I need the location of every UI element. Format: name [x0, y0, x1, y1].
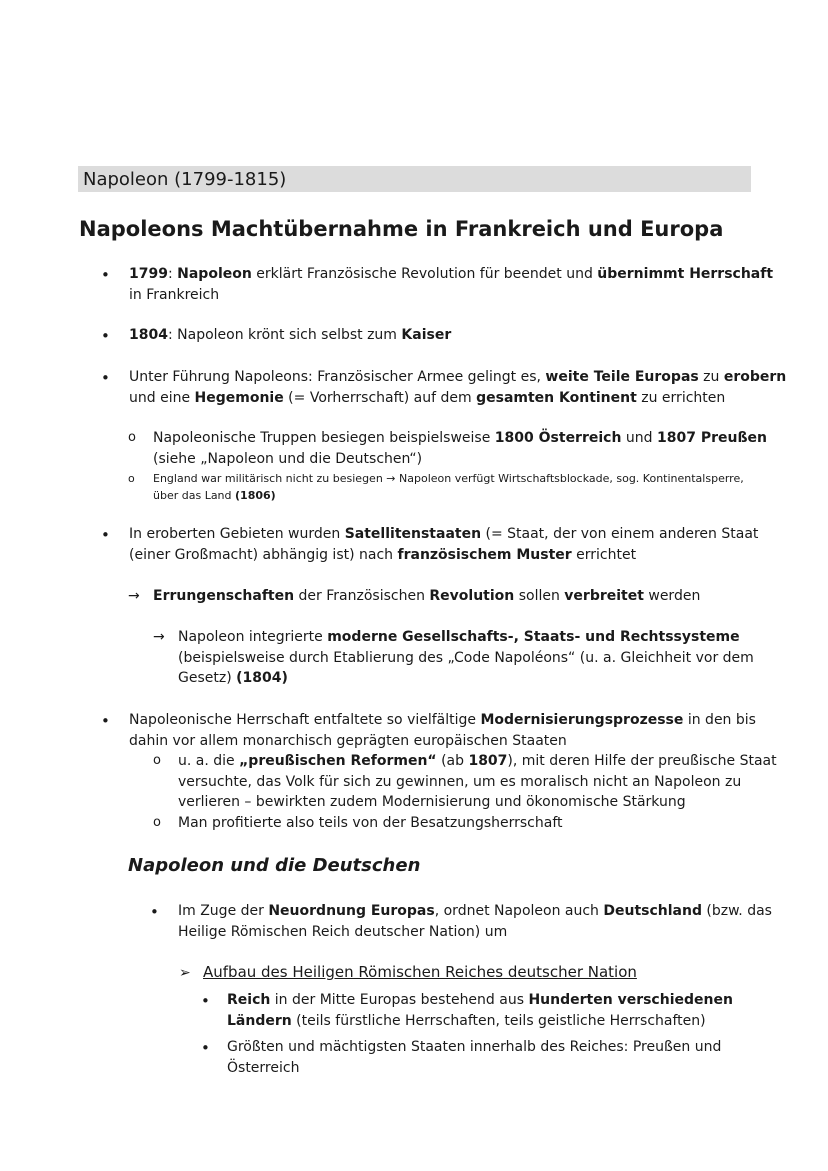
circle-marker: o: [128, 472, 135, 485]
bullet-marker: •: [101, 327, 110, 345]
sub-heading: Napoleon und die Deutschen: [128, 855, 421, 876]
list-item-1804: 1804: Napoleon krönt sich selbst zum Kaiser: [129, 327, 452, 343]
list-item-reorganization: Im Zuge der Neuordnung Europas, ordnet Napoleon auch Deutschland (bzw. das Heilige Römischen Reich deutscher Nation) um: [178, 903, 772, 940]
bullet-marker: •: [201, 1039, 210, 1057]
sub-item-england: England war militärisch nicht zu besiegen → Napoleon verfügt Wirtschaftsblockade, sog. Kontinentalsperre, über das Land (1806): [153, 472, 744, 502]
bullet-marker: •: [101, 526, 110, 544]
list-item-europe: Unter Führung Napoleons: Französischer Armee gelingt es, weite Teile Europas zu erobern und eine Hegemonie (= Vorherrschaft) auf dem gesamten Kontinent zu errichten: [129, 369, 787, 406]
arrow-marker: →: [153, 629, 165, 645]
circle-marker: o: [153, 753, 161, 768]
list-item-satellites: In eroberten Gebieten wurden Satellitenstaaten (= Staat, der von einem anderen Staat (einer Großmacht) abhängig ist) nach französischem Muster errichtet: [129, 526, 759, 563]
circle-marker: o: [153, 815, 161, 830]
list-item-modernization: Napoleonische Herrschaft entfaltete so vielfältige Modernisierungsprozesse in den bis dahin vor allem monarchisch geprägten europäischen Staaten: [129, 712, 756, 749]
sub-item-empire-lands: Reich in der Mitte Europas bestehend aus Hunderten verschiedenen Ländern (teils fürstliche Herrschaften, teils geistliche Herrschaften): [227, 992, 733, 1029]
bullet-marker: •: [201, 992, 210, 1010]
chevron-marker: ➢: [179, 965, 191, 981]
bullet-marker: •: [101, 369, 110, 387]
sub-item-occupation: Man profitierte also teils von der Besatzungsherrschaft: [178, 815, 563, 831]
bullet-marker: •: [101, 266, 110, 284]
circle-marker: o: [128, 430, 136, 445]
list-item-1799: 1799: Napoleon erklärt Französische Revolution für beendet und übernimmt Herrschaft in Frankreich: [129, 266, 774, 303]
bullet-marker: •: [101, 712, 110, 730]
sub-item-troops: Napoleonische Truppen besiegen beispielsweise 1800 Österreich und 1807 Preußen (siehe „Napoleon und die Deutschen“): [153, 430, 767, 467]
sub-item-reforms: u. a. die „preußischen Reformen“ (ab 1807), mit deren Hilfe der preußische Staat versuchte, das Volk für sich zu gewinnen, um es moralisch nicht an Napoleon zu verlieren – bewirkten zudem Modernisierung und ökonomische Stärkung: [178, 753, 777, 810]
main-heading: Napoleons Machtübernahme in Frankreich und Europa: [79, 217, 724, 241]
sub-item-largest-states: Größten und mächtigsten Staaten innerhalb des Reiches: Preußen und Österreich: [227, 1039, 722, 1076]
bullet-marker: •: [150, 903, 159, 921]
arrow-marker: →: [128, 588, 140, 604]
sub-item-systems: Napoleon integrierte moderne Gesellschafts-, Staats- und Rechtssysteme (beispielsweise durch Etablierung des „Code Napoléons“ (u. a. Gleichheit vor dem Gesetz) (1804): [178, 629, 754, 686]
section-title: Napoleon (1799-1815): [83, 169, 287, 190]
sub-heading-empire-structure: Aufbau des Heiligen Römischen Reiches deutscher Nation: [203, 963, 637, 981]
sub-item-achievements: Errungenschaften der Französischen Revolution sollen verbreitet werden: [153, 588, 701, 604]
